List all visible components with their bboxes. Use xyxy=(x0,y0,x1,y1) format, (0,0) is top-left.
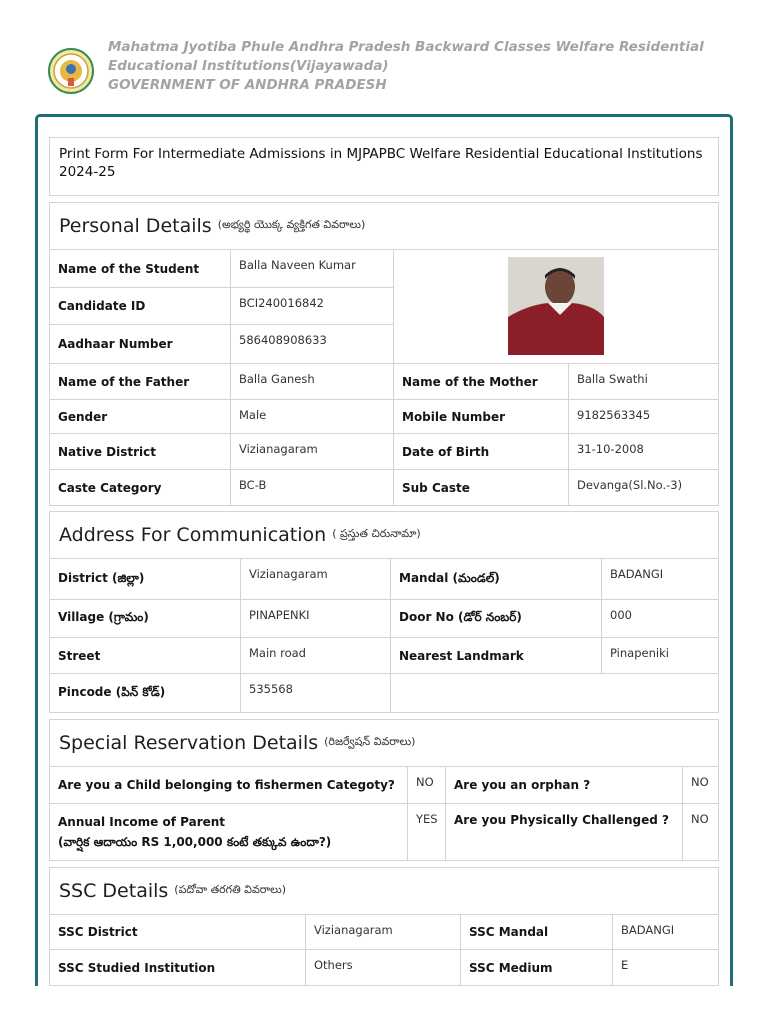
header-line-2: Educational Institutions(Vijayawada) xyxy=(108,58,389,74)
ssc-mandal-value: BADANGI xyxy=(612,914,719,950)
mandal-value: BADANGI xyxy=(601,558,719,600)
physically-challenged-label: Are you Physically Challenged ? xyxy=(445,803,683,861)
personal-heading-text: Personal Details xyxy=(59,215,212,237)
ssc-heading-telugu: (పదోవా తరగతి వివరాలు) xyxy=(174,883,287,896)
gender-value: Male xyxy=(230,399,394,434)
candidate-id-value: BCI240016842 xyxy=(230,287,394,325)
page-bottom-whitespace xyxy=(0,986,768,1024)
personal-heading-telugu: (అభ్యర్థి యొక్క వ్యక్తిగత వివరాలు) xyxy=(217,218,366,231)
aadhaar-label: Aadhaar Number xyxy=(49,324,231,364)
fishermen-value: NO xyxy=(407,766,446,804)
address-district-label: District (జిల్లా) xyxy=(49,558,241,600)
sub-caste-label: Sub Caste xyxy=(393,469,569,506)
mobile-number-label: Mobile Number xyxy=(393,399,569,434)
pincode-label: Pincode (పిన్ కోడ్) xyxy=(49,673,241,713)
ssc-mandal-label: SSC Mandal xyxy=(460,914,613,950)
dob-label: Date of Birth xyxy=(393,433,569,470)
dob-value: 31-10-2008 xyxy=(568,433,719,470)
door-no-label: Door No (డోర్ నంబర్) xyxy=(390,599,602,638)
annual-income-label-te: (వార్షిక ఆదాయం RS 1,00,000 కంటే తక్కువ ఉందా?) xyxy=(58,835,332,849)
father-name-value: Balla Ganesh xyxy=(230,363,394,400)
header-line-3: GOVERNMENT OF ANDHRA PRADESH xyxy=(108,77,387,93)
reservation-heading-telugu: (రిజర్వేషన్ వివరాలు) xyxy=(324,735,416,748)
address-heading-text: Address For Communication xyxy=(59,524,327,546)
ssc-institution-label: SSC Studied Institution xyxy=(49,949,306,986)
personal-details-heading xyxy=(49,202,719,250)
student-name-value: Balla Naveen Kumar xyxy=(230,249,394,288)
physically-challenged-value: NO xyxy=(682,803,719,861)
student-photo xyxy=(508,257,604,355)
caste-category-label: Caste Category xyxy=(49,469,231,506)
reservation-heading-text: Special Reservation Details xyxy=(59,732,319,754)
street-label: Street xyxy=(49,637,241,674)
street-value: Main road xyxy=(240,637,391,674)
aadhaar-value: 586408908633 xyxy=(230,324,394,364)
ssc-district-label: SSC District xyxy=(49,914,306,950)
student-photo-image xyxy=(508,257,604,355)
native-district-value: Vizianagaram xyxy=(230,433,394,470)
ssc-district-value: Vizianagaram xyxy=(305,914,461,950)
orphan-value: NO xyxy=(682,766,719,804)
annual-income-label-en: Annual Income of Parent xyxy=(58,815,226,829)
ssc-heading-text: SSC Details xyxy=(59,880,169,902)
page-header xyxy=(0,0,768,100)
pincode-value: 535568 xyxy=(240,673,391,713)
header-line-1: Mahatma Jyotiba Phule Andhra Pradesh Backward Classes Welfare Residential xyxy=(108,39,704,55)
mobile-number-value: 9182563345 xyxy=(568,399,719,434)
form-title: Print Form For Intermediate Admissions in MJPAPBC Welfare Residential Educational Institutions 2024-25 xyxy=(49,137,719,196)
address-heading-telugu: ( ప్రస్తుత చిరునామా) xyxy=(332,527,421,540)
ap-emblem-logo xyxy=(48,48,94,94)
annual-income-value: YES xyxy=(407,803,446,861)
gender-label: Gender xyxy=(49,399,231,434)
annual-income-label xyxy=(49,803,408,861)
village-value: PINAPENKI xyxy=(240,599,391,638)
address-district-value: Vizianagaram xyxy=(240,558,391,600)
header-title xyxy=(108,38,728,95)
ssc-medium-label: SSC Medium xyxy=(460,949,613,986)
reservation-heading xyxy=(49,719,719,767)
landmark-value: Pinapeniki xyxy=(601,637,719,674)
empty-cell xyxy=(390,673,719,713)
caste-category-value: BC-B xyxy=(230,469,394,506)
fishermen-label: Are you a Child belonging to fishermen Categoty? xyxy=(49,766,408,804)
mother-name-value: Balla Swathi xyxy=(568,363,719,400)
ssc-heading xyxy=(49,867,719,915)
photo-cell xyxy=(393,249,719,364)
landmark-label: Nearest Landmark xyxy=(390,637,602,674)
door-no-value: 000 xyxy=(601,599,719,638)
sub-caste-value: Devanga(Sl.No.-3) xyxy=(568,469,719,506)
village-label: Village (గ్రామం) xyxy=(49,599,241,638)
native-district-label: Native District xyxy=(49,433,231,470)
ssc-medium-value: E xyxy=(612,949,719,986)
address-heading xyxy=(49,511,719,559)
mandal-label: Mandal (మండల్) xyxy=(390,558,602,600)
ssc-institution-value: Others xyxy=(305,949,461,986)
student-name-label: Name of the Student xyxy=(49,249,231,288)
mother-name-label: Name of the Mother xyxy=(393,363,569,400)
father-name-label: Name of the Father xyxy=(49,363,231,400)
candidate-id-label: Candidate ID xyxy=(49,287,231,325)
orphan-label: Are you an orphan ? xyxy=(445,766,683,804)
